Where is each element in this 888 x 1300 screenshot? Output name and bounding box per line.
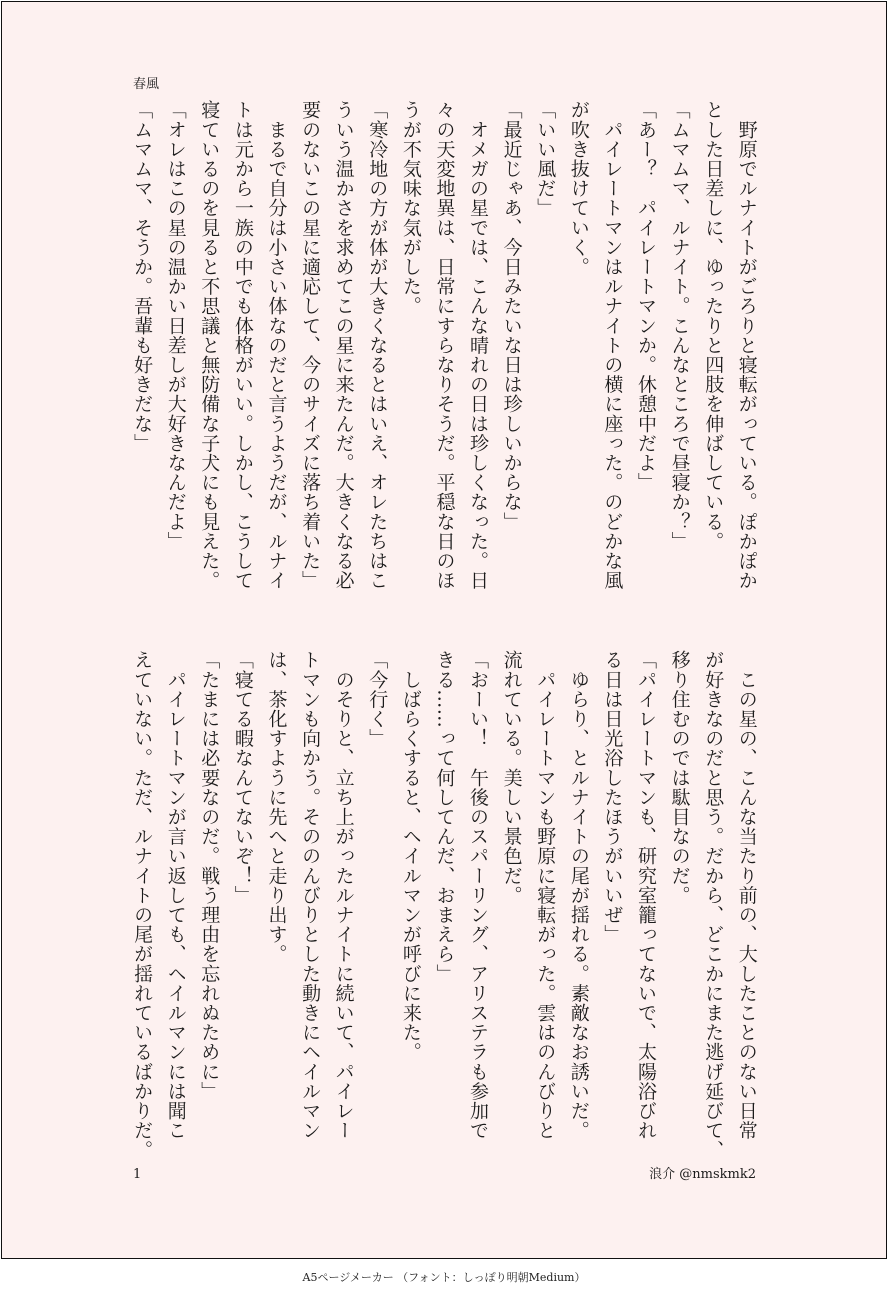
lower-text-column: 「パイレートマンも、研究室籠ってないで、太陽浴びれ (635, 650, 657, 1140)
page-number: 1 (133, 1167, 142, 1182)
lower-text-column: きる……って何してんだ、おまえら」 (433, 650, 456, 984)
lower-text-column: 「今行く」 (366, 650, 389, 748)
upper-text-column: 野原でルナイトがごろりと寝転がっている。ぽかぽか (735, 100, 758, 590)
lower-text-column: のそりと、立ち上がったルナイトに続いて、パイレー (332, 650, 355, 1140)
lower-text-column: トマンも向かう。そののんびりとした動きにヘイルマン (299, 650, 322, 1140)
upper-text-column: 々の天変地異は、日常にすらなりそうだ。平穏な日のほ (433, 100, 456, 590)
upper-text-column: とした日差しに、ゆったりと四肢を伸ばしている。 (702, 100, 725, 551)
generator-caption: A5ページメーカー （フォント：しっぽり明朝Medium） (302, 1271, 586, 1284)
upper-text-column: 「ムマムマ、そうか。吾輩も好きだな」 (131, 100, 154, 453)
upper-text-column: 「いい風だ」 (534, 100, 557, 218)
upper-text-column: 寝ているのを見ると不思議と無防備な子犬にも見えた。 (198, 100, 221, 590)
upper-text-column: 「ムマムマ、ルナイト。こんなところで昼寝か？」 (668, 100, 691, 551)
lower-text-column: しばらくすると、ヘイルマンが呼びに来た。 (399, 650, 422, 1062)
lower-text-column: が好きなのだと思う。だから、どこかにまた逃げ延びて、 (702, 650, 725, 1160)
lower-text-column: 「たまには必要なのだ。戦う理由を忘れぬために」 (198, 650, 221, 1101)
upper-text-column: ういう温かさを求めてこの星に来たんだ。大きくなる必 (332, 100, 355, 590)
upper-text-column: うが不気味な気がした。 (399, 100, 422, 316)
manuscript-page (1, 1, 887, 1259)
upper-text-column: パイレートマンはルナイトの横に座った。のどかな風 (601, 100, 624, 590)
lower-text-column: 流れている。美しい景色だ。 (500, 650, 523, 905)
lower-text-column: は、茶化すように先へと走り出す。 (265, 650, 288, 964)
upper-text-block (124, 100, 762, 610)
upper-text-column: 「寒冷地の方が体が大きくなるとはいえ、オレたちはこ (366, 100, 389, 590)
upper-text-column: 要のないこの星に適応して、今のサイズに落ち着いた」 (299, 100, 322, 590)
upper-text-column: が吹き抜けていく。 (567, 100, 590, 277)
running-head-title: 春風 (133, 77, 160, 92)
upper-text-column: 「オレはこの星の温かい日差しが大好きなんだよ」 (164, 100, 187, 551)
lower-text-column: 「おーい！ 午後のスパーリング、アリステラも参加で (467, 650, 490, 1140)
upper-text-column: オメガの星では、こんな晴れの日は珍しくなった。日 (467, 100, 490, 590)
lower-text-column: パイレートマンが言い返しても、ヘイルマンには聞こ (164, 650, 187, 1140)
upper-text-column: トは元から一族の中でも体格がいい。しかし、こうして (231, 100, 254, 590)
upper-text-column: 「あー？ パイレートマンか。休憩中だよ」 (635, 100, 657, 492)
lower-text-column: る日は日光浴したほうがいいぜ」 (601, 650, 624, 944)
author-credit: 浪介 @nmskmk2 (649, 1167, 756, 1182)
lower-text-column: えていない。ただ、ルナイトの尾が揺れているばかりだ。 (131, 650, 154, 1160)
lower-text-column: 「寝てる暇なんてないぞ！」 (231, 650, 254, 905)
lower-text-column: この星の、こんな当たり前の、大したことのない日常 (735, 650, 758, 1140)
lower-text-column: パイレートマンも野原に寝転がった。雲はのんびりと (534, 650, 557, 1140)
lower-text-column: 移り住むのでは駄目なのだ。 (668, 650, 691, 905)
upper-text-column: 「最近じゃあ、今日みたいな日は珍しいからな」 (500, 100, 523, 532)
lower-text-column: ゆらり、とルナイトの尾が揺れる。素敵なお誘いだ。 (567, 650, 590, 1140)
lower-text-block (124, 650, 762, 1160)
upper-text-column: まるで自分は小さい体なのだと言うようだが、ルナイ (265, 100, 288, 590)
